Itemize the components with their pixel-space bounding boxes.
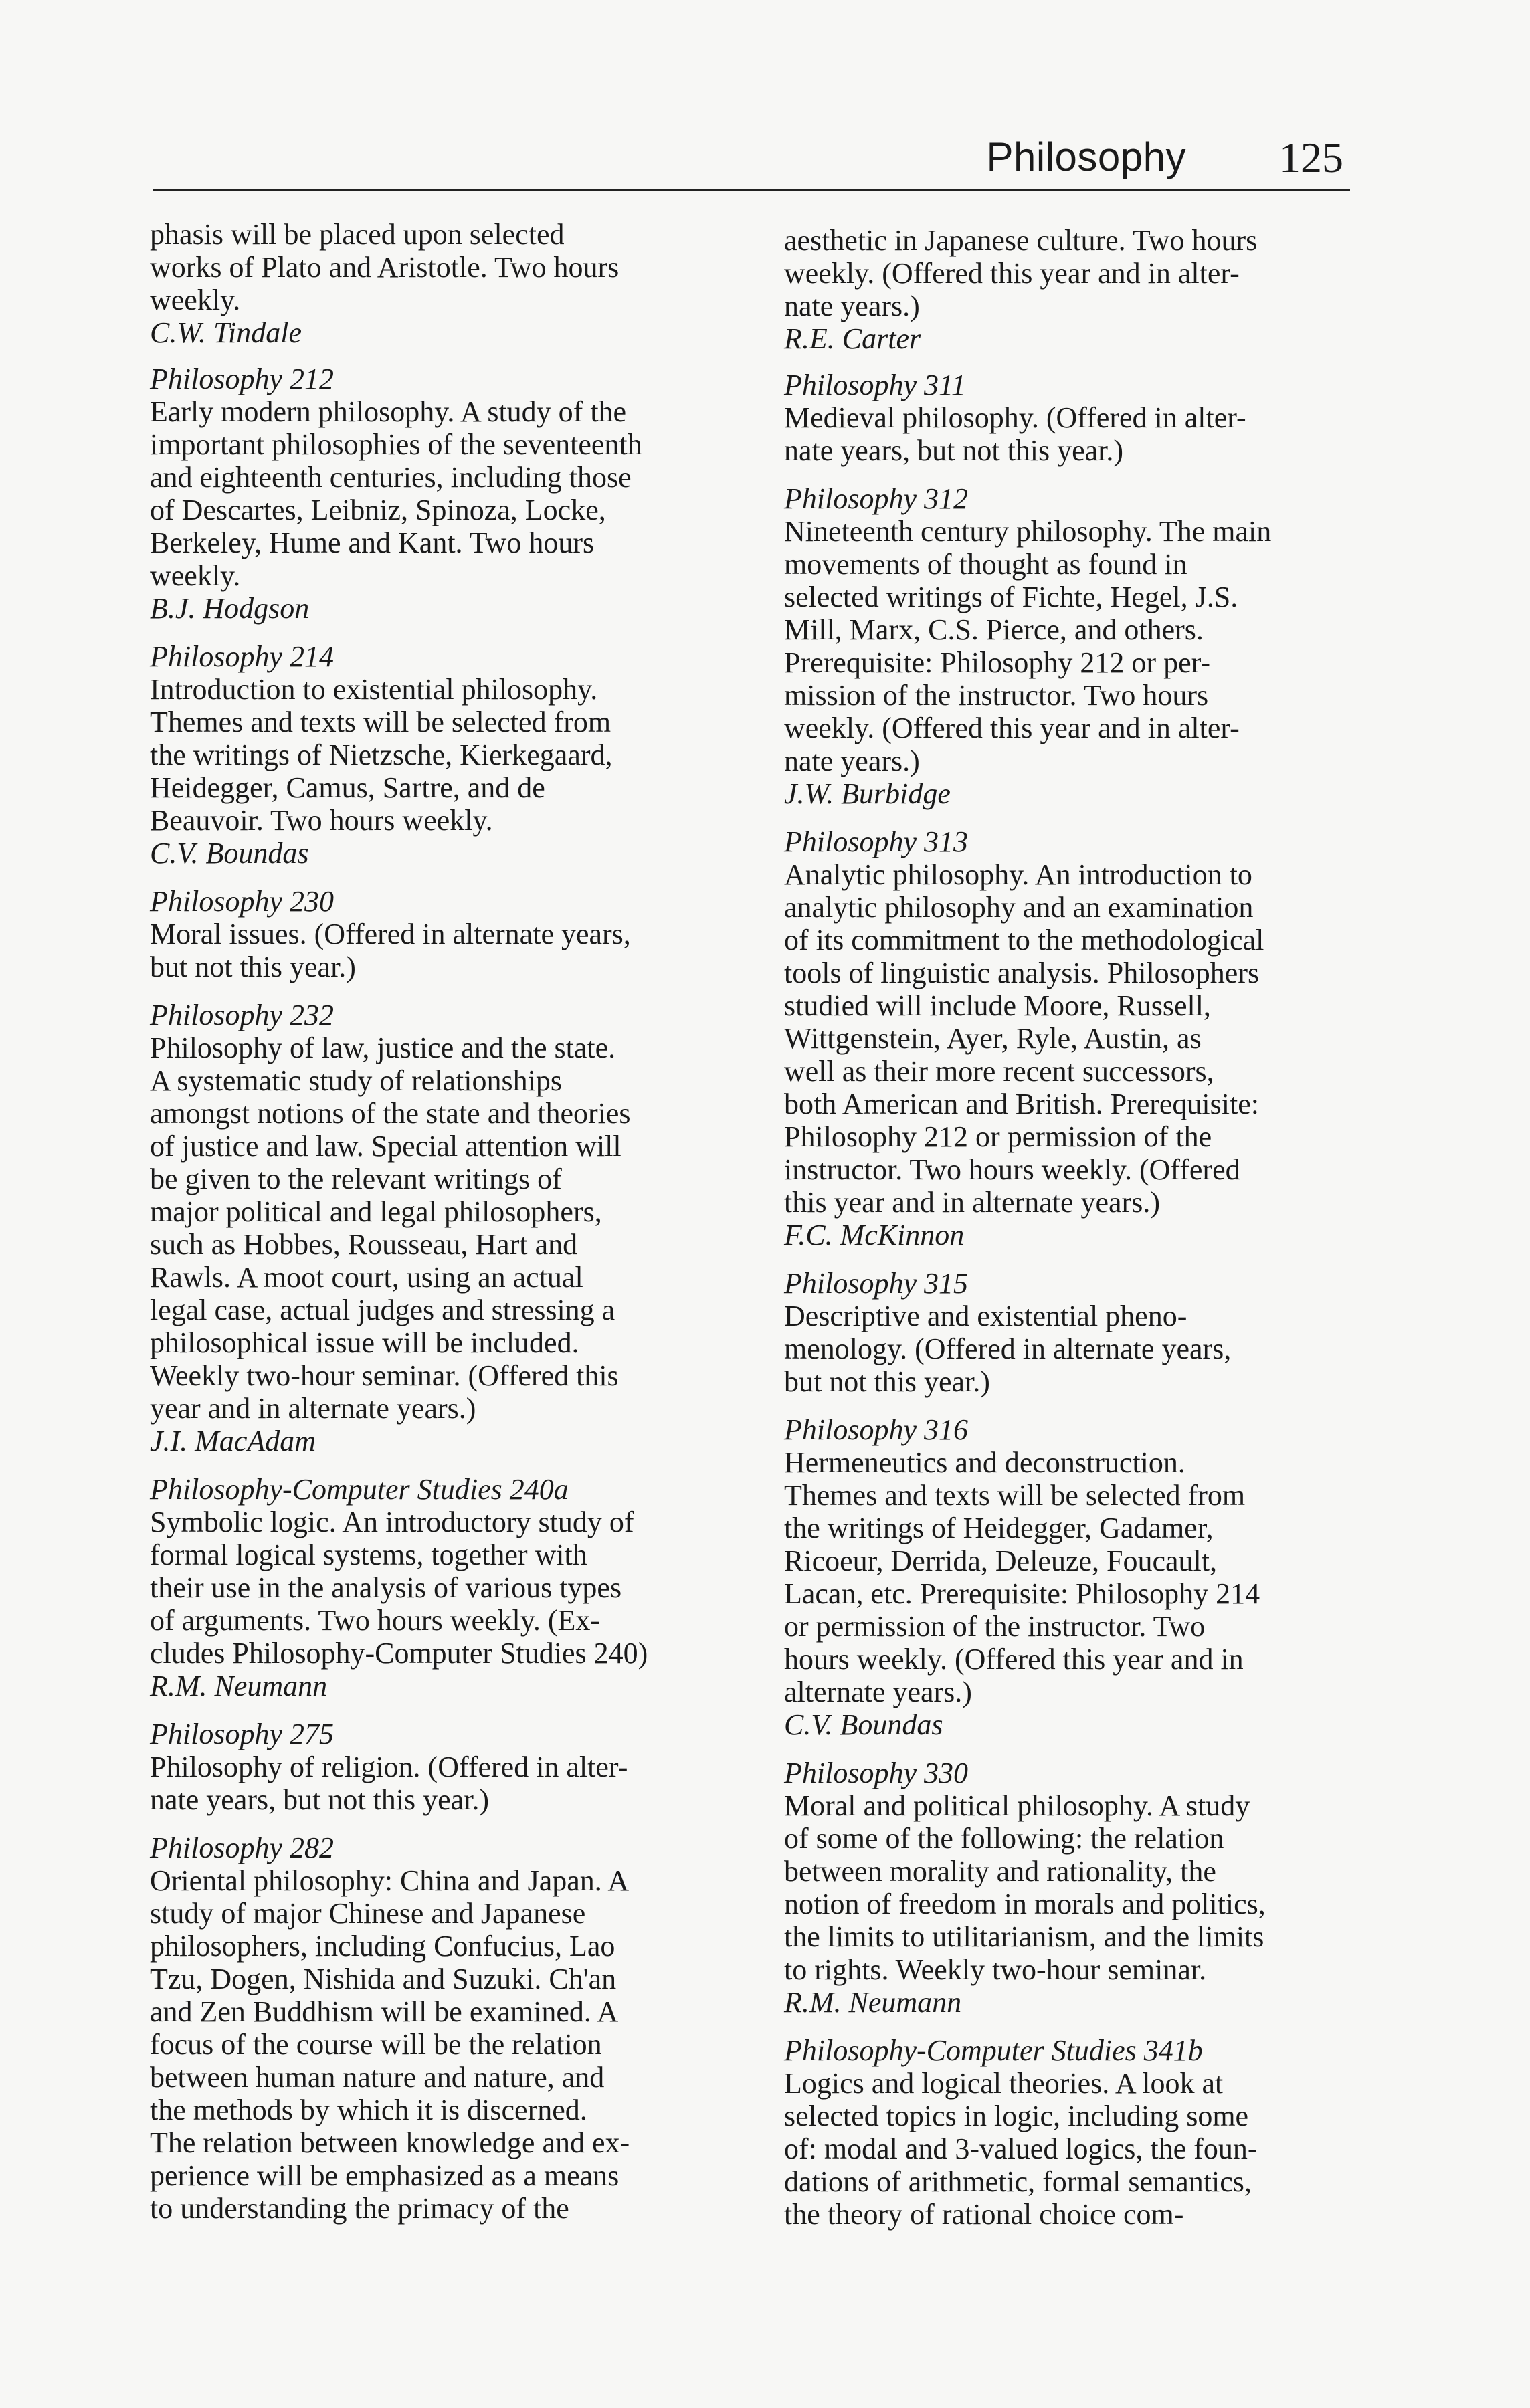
course-title: Philosophy 330 (784, 1757, 968, 1789)
course-entry (784, 369, 1373, 467)
left-column (150, 218, 739, 2240)
course-entry (150, 1831, 739, 2225)
course-title: Philosophy 212 (150, 363, 334, 395)
course-title: Philosophy-Computer Studies 341b (784, 2034, 1203, 2067)
course-instructor: C.W. Tindale (150, 316, 302, 349)
course-instructor: B.J. Hodgson (150, 592, 310, 625)
course-entry (784, 1413, 1373, 1741)
course-title: Philosophy 214 (150, 640, 334, 673)
course-instructor: R.M. Neumann (150, 1670, 328, 1702)
course-title: Philosophy 315 (784, 1267, 968, 1300)
course-entry (150, 1718, 739, 1816)
course-description: Early modern philosophy. A study of the important philosophies of the seventeenth and eighteenth centuries, including those of Descartes, Leibniz, Spinoza, Locke, Berkeley, Hume and Kant. Two hours weekly. (150, 395, 642, 592)
course-entry (784, 1267, 1373, 1398)
course-title: Philosophy-Computer Studies 240a (150, 1473, 569, 1506)
course-title: Philosophy 311 (784, 369, 966, 401)
course-description: Descriptive and existential pheno- menology. (Offered in alternate years, but not this year.) (784, 1300, 1232, 1398)
course-instructor: C.V. Boundas (784, 1708, 943, 1741)
course-entry (150, 640, 739, 870)
course-description: Logics and logical theories. A look at selected topics in logic, including some of: modal and 3-valued logics, the foun- dations of arithmetic, formal semantics, the theory of rational choice com- (784, 2067, 1258, 2231)
course-description: aesthetic in Japanese culture. Two hours weekly. (Offered this year and in alter- nate years.) (784, 224, 1258, 322)
course-instructor: F.C. McKinnon (784, 1219, 965, 1251)
course-title: Philosophy 282 (150, 1831, 334, 1864)
course-entry (150, 363, 739, 625)
course-description: Introduction to existential philosophy. Themes and texts will be selected from the writings of Nietzsche, Kierkegaard, Heidegger, Camus, Sartre, and de Beauvoir. Two hours weekly. (150, 673, 613, 837)
course-description: Nineteenth century philosophy. The main movements of thought as found in selected writings of Fichte, Hegel, J.S. Mill, Marx, C.S. Pierce, and others. Prerequisite: Philosophy 212 or per- mission of the instructor. Two hours weekly. (Offered this year and in alter- nate years.) (784, 515, 1272, 777)
course-title: Philosophy 316 (784, 1413, 968, 1446)
course-title: Philosophy 275 (150, 1718, 334, 1750)
course-entry (150, 885, 739, 983)
course-description: phasis will be placed upon selected works of Plato and Aristotle. Two hours weekly. (150, 218, 619, 316)
page-header (153, 117, 1350, 191)
course-instructor: R.E. Carter (784, 322, 921, 355)
course-entry-continuation (150, 218, 739, 349)
course-description: Philosophy of religion. (Offered in alter- nate years, but not this year.) (150, 1750, 628, 1816)
course-description: Oriental philosophy: China and Japan. A study of major Chinese and Japanese philosophers, including Confucius, Lao Tzu, Dogen, Nishida and Suzuki. Ch'an and Zen Buddhism will be examined. A focus of the course will be the relation between human nature and nature, and the methods by which it is discerned. The relation between knowledge and ex- perience will be emphasized as a means to understanding the primacy of the (150, 1864, 630, 2225)
course-description: Symbolic logic. An introductory study of formal logical systems, together with their use in the analysis of various types of arguments. Two hours weekly. (Ex- cludes Philosophy-Computer Studies 240) (150, 1506, 648, 1670)
course-title: Philosophy 313 (784, 825, 968, 858)
page-number: 125 (1279, 134, 1343, 181)
course-instructor: J.I. MacAdam (150, 1425, 316, 1458)
course-entry (150, 1473, 739, 1702)
course-instructor: R.M. Neumann (784, 1986, 962, 2019)
course-instructor: C.V. Boundas (150, 837, 309, 870)
course-description: Philosophy of law, justice and the state. A systematic study of relationships amongst notions of the state and theories of justice and law. Special attention will be given to the relevant writings of major political and legal philosophers, such as Hobbes, Rousseau, Hart and Rawls. A moot court, using an actual legal case, actual judges and stressing a philosophical issue will be included. Weekly two-hour seminar. (Offered this year and in alternate years.) (150, 1031, 631, 1425)
course-title: Philosophy 232 (150, 999, 334, 1031)
course-title: Philosophy 230 (150, 885, 334, 918)
course-entry (784, 825, 1373, 1251)
course-entry-continuation (784, 224, 1373, 355)
course-entry (784, 1757, 1373, 2019)
course-description: Moral issues. (Offered in alternate years, but not this year.) (150, 918, 631, 983)
course-entry (784, 482, 1373, 810)
course-title: Philosophy 312 (784, 482, 968, 515)
course-description: Medieval philosophy. (Offered in alter- nate years, but not this year.) (784, 401, 1246, 467)
course-description: Hermeneutics and deconstruction. Themes and texts will be selected from the writings of Heidegger, Gadamer, Ricoeur, Derrida, Deleuze, Foucault, Lacan, etc. Prerequisite: Philosophy 214 or permission of the instructor. Two hours weekly. (Offered this year and in alternate years.) (784, 1446, 1260, 1708)
course-instructor: J.W. Burbidge (784, 777, 951, 810)
course-entry (784, 2034, 1373, 2231)
running-title: Philosophy (986, 134, 1186, 179)
course-description: Analytic philosophy. An introduction to analytic philosophy and an examination of its commitment to the methodological tools of linguistic analysis. Philosophers studied will include Moore, Russell, Wittgenstein, Ayer, Ryle, Austin, as well as their more recent successors, both American and British. Prerequisite: Philosophy 212 or permission of the instructor. Two hours weekly. (Offered this year and in alternate years.) (784, 858, 1264, 1219)
course-entry (150, 999, 739, 1458)
right-column (784, 224, 1373, 2246)
course-description: Moral and political philosophy. A study of some of the following: the relation between morality and rationality, the notion of freedom in morals and politics, the limits to utilitarianism, and the limits to rights. Weekly two-hour seminar. (784, 1789, 1266, 1986)
